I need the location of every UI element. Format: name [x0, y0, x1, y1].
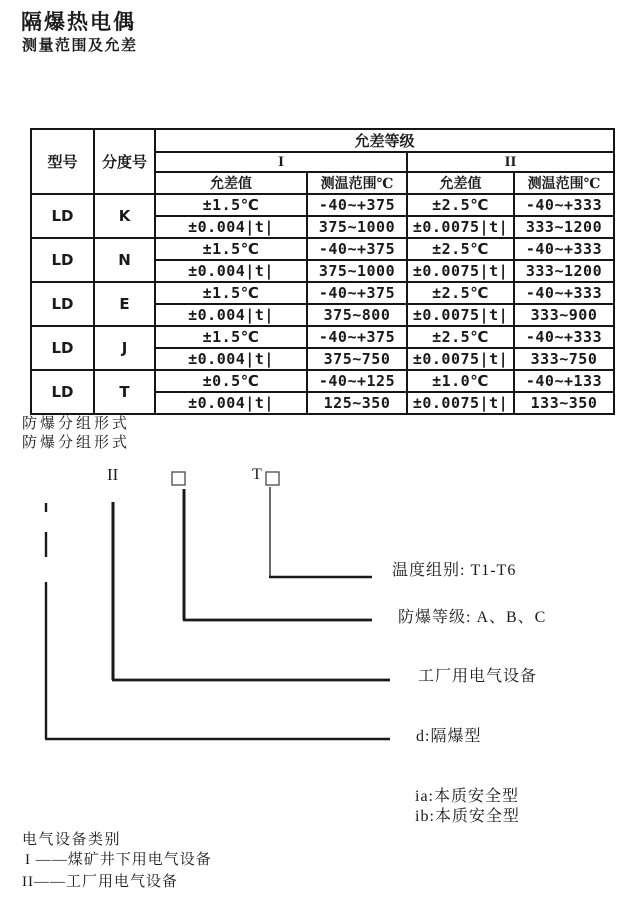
- cell-tolerance: ±0.004|t|: [155, 260, 307, 282]
- cell-tolerance: ±0.004|t|: [155, 304, 307, 326]
- label-temp-group: 温度组别: T1-T6: [392, 562, 517, 579]
- cell-tolerance: ±2.5℃: [407, 238, 514, 260]
- label-factory-equipment: 工厂用电气设备: [418, 668, 538, 685]
- cell-range: 375~1000: [307, 260, 407, 282]
- code-class-symbol: II: [107, 465, 119, 484]
- col-header-tolerance-class: 允差等级: [155, 129, 614, 152]
- cell-tolerance: ±1.5℃: [155, 326, 307, 348]
- table-row: [31, 194, 614, 216]
- equipment-category-item-1: I ——煤矿井下用电气设备: [25, 852, 212, 868]
- cell-model: LD: [31, 326, 94, 370]
- cell-tolerance: ±1.5℃: [155, 282, 307, 304]
- col-header-class-ii: II: [407, 152, 614, 172]
- page-subtitle: 测量范围及允差: [22, 38, 138, 54]
- col-header-temp-range-i: 测温范围℃: [307, 172, 407, 194]
- col-header-model: 型号: [31, 129, 94, 194]
- cell-range: 375~800: [307, 304, 407, 326]
- cell-model: LD: [31, 194, 94, 238]
- label-explosion-grade: 防爆等级: A、B、C: [398, 609, 547, 626]
- tolerance-table: [30, 128, 615, 415]
- group-form-line-2: 防爆分组形式: [22, 435, 131, 451]
- cell-tolerance: ±2.5℃: [407, 194, 514, 216]
- col-header-graduation: 分度号: [94, 129, 155, 194]
- code-temp-symbol: T: [252, 466, 262, 483]
- cell-range: 125~350: [307, 392, 407, 414]
- cell-graduation: K: [94, 194, 155, 238]
- cell-graduation: T: [94, 370, 155, 414]
- code-temp-box: [266, 472, 279, 485]
- cell-range: -40~+375: [307, 326, 407, 348]
- col-header-tolerance-value-ii: 允差值: [407, 172, 514, 194]
- code-grade-box: [172, 472, 185, 485]
- cell-range: 333~1200: [514, 260, 614, 282]
- cell-model: LD: [31, 238, 94, 282]
- cell-tolerance: ±0.004|t|: [155, 216, 307, 238]
- table-row: [31, 282, 614, 304]
- cell-range: 375~1000: [307, 216, 407, 238]
- cell-tolerance: ±2.5℃: [407, 282, 514, 304]
- table-row: [31, 238, 614, 260]
- col-header-tolerance-value-i: 允差值: [155, 172, 307, 194]
- cell-model: LD: [31, 370, 94, 414]
- cell-range: -40~+333: [514, 326, 614, 348]
- cell-range: 333~1200: [514, 216, 614, 238]
- cell-range: -40~+375: [307, 282, 407, 304]
- cell-tolerance: ±1.5℃: [155, 194, 307, 216]
- cell-range: -40~+333: [514, 238, 614, 260]
- cell-range: -40~+333: [514, 282, 614, 304]
- cell-tolerance: ±0.0075|t|: [407, 348, 514, 370]
- cell-tolerance: ±0.004|t|: [155, 392, 307, 414]
- cell-tolerance: ±1.5℃: [155, 238, 307, 260]
- label-intrinsic-safety-ib: ib:本质安全型: [415, 808, 520, 825]
- table-header-row-1: [31, 129, 614, 152]
- equipment-category-item-2: II——工厂用电气设备: [22, 874, 178, 890]
- cell-tolerance: ±0.5℃: [155, 370, 307, 392]
- page-title: 隔爆热电偶: [21, 10, 136, 34]
- group-form-line-1: 防爆分组形式: [22, 416, 131, 432]
- cell-tolerance: ±0.0075|t|: [407, 216, 514, 238]
- col-header-class-i: I: [155, 152, 407, 172]
- table-row: [31, 370, 614, 392]
- cell-tolerance: ±0.0075|t|: [407, 392, 514, 414]
- cell-range: -40~+133: [514, 370, 614, 392]
- label-intrinsic-safety-ia: ia:本质安全型: [415, 788, 519, 805]
- cell-tolerance: ±2.5℃: [407, 326, 514, 348]
- cell-graduation: E: [94, 282, 155, 326]
- cell-range: 333~900: [514, 304, 614, 326]
- cell-range: 375~750: [307, 348, 407, 370]
- label-flameproof-type: d:隔爆型: [416, 728, 482, 745]
- table-row: [31, 326, 614, 348]
- col-header-temp-range-ii: 测温范围℃: [514, 172, 614, 194]
- cell-range: -40~+375: [307, 238, 407, 260]
- cell-tolerance: ±0.004|t|: [155, 348, 307, 370]
- cell-tolerance: ±0.0075|t|: [407, 260, 514, 282]
- cell-model: LD: [31, 282, 94, 326]
- equipment-category-heading: 电气设备类别: [22, 832, 122, 848]
- cell-range: -40~+125: [307, 370, 407, 392]
- cell-range: 133~350: [514, 392, 614, 414]
- cell-range: -40~+375: [307, 194, 407, 216]
- cell-graduation: J: [94, 326, 155, 370]
- cell-range: -40~+333: [514, 194, 614, 216]
- cell-range: 333~750: [514, 348, 614, 370]
- cell-tolerance: ±0.0075|t|: [407, 304, 514, 326]
- group-form-heading: [22, 415, 130, 453]
- cell-graduation: N: [94, 238, 155, 282]
- cell-tolerance: ±1.0℃: [407, 370, 514, 392]
